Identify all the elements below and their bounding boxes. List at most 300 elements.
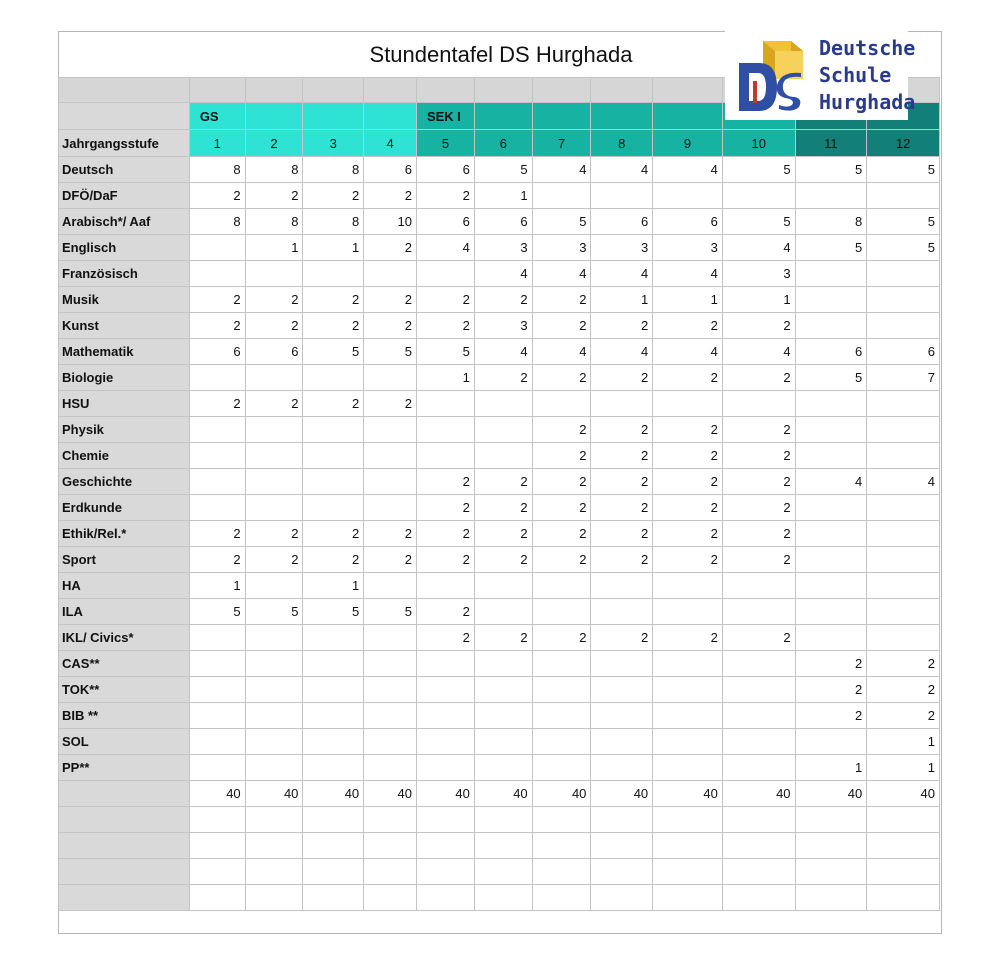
hours-cell: 8 [303, 157, 364, 183]
empty-cell [303, 859, 364, 885]
empty-row [59, 807, 940, 833]
hours-cell: 2 [532, 469, 591, 495]
subject-row [59, 651, 940, 677]
subject-row [59, 599, 940, 625]
hours-cell: 2 [364, 547, 417, 573]
empty-cell [474, 885, 532, 911]
subject-row [59, 339, 940, 365]
hours-cell [364, 573, 417, 599]
total-cell: 40 [245, 781, 303, 807]
hours-cell [722, 729, 795, 755]
hours-cell [189, 443, 245, 469]
hours-cell: 2 [591, 313, 653, 339]
stage-label-cell [59, 103, 190, 130]
hours-cell: 2 [722, 313, 795, 339]
subject-name: Mathematik [59, 339, 190, 365]
header-cell [303, 78, 364, 103]
hours-cell [795, 599, 867, 625]
empty-cell [722, 807, 795, 833]
hours-cell: 2 [474, 469, 532, 495]
hours-cell [474, 391, 532, 417]
hours-cell: 2 [532, 625, 591, 651]
hours-cell [653, 391, 723, 417]
empty-cell [867, 833, 940, 859]
hours-cell [867, 313, 940, 339]
subject-row [59, 417, 940, 443]
empty-cell [245, 807, 303, 833]
header-cell [59, 78, 190, 103]
stage-cell [474, 103, 532, 130]
hours-cell [303, 495, 364, 521]
grade-cell: 2 [245, 130, 303, 157]
hours-cell: 2 [303, 287, 364, 313]
hours-cell [416, 677, 474, 703]
subject-row [59, 443, 940, 469]
hours-cell [532, 651, 591, 677]
empty-cell [591, 885, 653, 911]
empty-cell [591, 807, 653, 833]
grade-cell: 3 [303, 130, 364, 157]
header-cell [416, 78, 474, 103]
hours-cell: 1 [591, 287, 653, 313]
hours-cell: 5 [795, 235, 867, 261]
hours-cell [416, 573, 474, 599]
hours-cell: 8 [245, 209, 303, 235]
hours-cell [653, 599, 723, 625]
hours-cell: 1 [867, 729, 940, 755]
hours-cell: 2 [722, 625, 795, 651]
subject-name: HSU [59, 391, 190, 417]
hours-cell: 2 [532, 547, 591, 573]
subject-name: Biologie [59, 365, 190, 391]
hours-cell: 8 [303, 209, 364, 235]
hours-cell: 4 [474, 339, 532, 365]
empty-cell [867, 807, 940, 833]
hours-cell [189, 495, 245, 521]
hours-cell: 5 [245, 599, 303, 625]
hours-cell: 5 [532, 209, 591, 235]
hours-cell: 2 [474, 365, 532, 391]
stage-cell [303, 103, 364, 130]
logo-line-1: Deutsche [819, 36, 916, 60]
hours-cell: 2 [416, 547, 474, 573]
hours-cell: 2 [474, 521, 532, 547]
empty-cell [189, 807, 245, 833]
grade-cell: 1 [189, 130, 245, 157]
empty-cell [653, 833, 723, 859]
hours-cell [722, 183, 795, 209]
header-cell [653, 78, 723, 103]
subject-name: Arabisch*/ Aaf [59, 209, 190, 235]
hours-cell [245, 443, 303, 469]
hours-cell: 2 [416, 183, 474, 209]
hours-cell: 2 [591, 625, 653, 651]
hours-cell: 2 [303, 183, 364, 209]
hours-cell: 5 [303, 599, 364, 625]
stage-cell [364, 103, 417, 130]
hours-cell [189, 729, 245, 755]
hours-cell: 2 [364, 183, 417, 209]
hours-cell: 2 [303, 313, 364, 339]
header-cell [245, 78, 303, 103]
empty-cell [722, 885, 795, 911]
hours-cell [303, 417, 364, 443]
school-logo [725, 31, 916, 120]
hours-cell: 4 [722, 235, 795, 261]
empty-cell [189, 885, 245, 911]
hours-cell: 4 [532, 339, 591, 365]
subject-name: Chemie [59, 443, 190, 469]
hours-cell: 4 [532, 157, 591, 183]
total-cell: 40 [722, 781, 795, 807]
hours-cell: 6 [416, 209, 474, 235]
hours-cell [364, 677, 417, 703]
hours-cell: 8 [189, 209, 245, 235]
subject-row [59, 625, 940, 651]
hours-cell: 2 [245, 313, 303, 339]
hours-cell: 2 [364, 287, 417, 313]
hours-cell [591, 183, 653, 209]
empty-cell [532, 885, 591, 911]
empty-cell [245, 885, 303, 911]
hours-cell: 2 [416, 287, 474, 313]
empty-cell [303, 807, 364, 833]
header-cell [364, 78, 417, 103]
empty-cell [532, 833, 591, 859]
hours-cell: 2 [303, 391, 364, 417]
hours-cell [416, 417, 474, 443]
hours-cell: 2 [653, 469, 723, 495]
hours-cell: 6 [795, 339, 867, 365]
empty-cell [245, 833, 303, 859]
subject-row [59, 183, 940, 209]
hours-cell: 2 [722, 521, 795, 547]
hours-cell [416, 443, 474, 469]
hours-cell [722, 703, 795, 729]
hours-cell [867, 417, 940, 443]
hours-cell [303, 677, 364, 703]
hours-cell: 2 [591, 365, 653, 391]
hours-cell [795, 573, 867, 599]
hours-cell: 2 [189, 183, 245, 209]
grade-cell: 7 [532, 130, 591, 157]
hours-cell: 1 [303, 573, 364, 599]
hours-cell [416, 391, 474, 417]
hours-cell: 6 [867, 339, 940, 365]
hours-cell: 4 [653, 157, 723, 183]
hours-cell [364, 495, 417, 521]
hours-cell: 3 [722, 261, 795, 287]
totals-row [59, 781, 940, 807]
subject-row [59, 313, 940, 339]
hours-cell [303, 729, 364, 755]
hours-cell: 3 [474, 235, 532, 261]
hours-cell: 2 [653, 547, 723, 573]
hours-cell [795, 313, 867, 339]
hours-cell: 5 [795, 365, 867, 391]
subject-name: PP** [59, 755, 190, 781]
hours-cell [474, 443, 532, 469]
hours-cell: 6 [653, 209, 723, 235]
grade-cell: 12 [867, 130, 940, 157]
header-cell [474, 78, 532, 103]
empty-cell [245, 859, 303, 885]
hours-cell [867, 287, 940, 313]
hours-cell: 3 [474, 313, 532, 339]
hours-cell [867, 261, 940, 287]
hours-cell: 2 [416, 599, 474, 625]
subject-name: HA [59, 573, 190, 599]
hours-cell: 2 [591, 417, 653, 443]
hours-cell: 2 [303, 547, 364, 573]
hours-cell [416, 261, 474, 287]
sheet-title: Stundentafel DS Hurghada [369, 42, 633, 67]
empty-row [59, 885, 940, 911]
hours-cell: 4 [653, 339, 723, 365]
subject-row [59, 365, 940, 391]
hours-cell [532, 703, 591, 729]
hours-cell: 6 [474, 209, 532, 235]
hours-cell: 2 [364, 313, 417, 339]
subject-name: Physik [59, 417, 190, 443]
subject-row [59, 391, 940, 417]
hours-cell: 5 [722, 209, 795, 235]
empty-row [59, 833, 940, 859]
hours-cell [303, 651, 364, 677]
subject-row [59, 235, 940, 261]
hours-cell [722, 651, 795, 677]
hours-cell [795, 495, 867, 521]
hours-cell [474, 677, 532, 703]
hours-cell: 2 [591, 469, 653, 495]
hours-cell [245, 677, 303, 703]
hours-cell [591, 703, 653, 729]
empty-cell [416, 859, 474, 885]
hours-cell: 2 [474, 547, 532, 573]
stage-cell [245, 103, 303, 130]
hours-cell [245, 625, 303, 651]
hours-cell [364, 625, 417, 651]
hours-cell [364, 469, 417, 495]
hours-cell: 1 [416, 365, 474, 391]
hours-cell [591, 573, 653, 599]
total-cell: 40 [189, 781, 245, 807]
empty-cell [653, 885, 723, 911]
hours-cell [189, 261, 245, 287]
hours-cell: 1 [795, 755, 867, 781]
grade-cell: 11 [795, 130, 867, 157]
hours-cell: 4 [591, 261, 653, 287]
totals-label-cell [59, 781, 190, 807]
subject-name: Erdkunde [59, 495, 190, 521]
total-cell: 40 [303, 781, 364, 807]
hours-cell: 2 [532, 417, 591, 443]
hours-cell [722, 677, 795, 703]
hours-cell [591, 729, 653, 755]
hours-cell: 5 [722, 157, 795, 183]
hours-cell: 2 [416, 521, 474, 547]
subject-row [59, 469, 940, 495]
hours-cell: 5 [474, 157, 532, 183]
hours-cell: 2 [245, 547, 303, 573]
hours-cell [867, 495, 940, 521]
hours-cell: 2 [416, 313, 474, 339]
grade-cell: 10 [722, 130, 795, 157]
hours-cell: 2 [653, 495, 723, 521]
grade-cell: 8 [591, 130, 653, 157]
hours-cell: 2 [532, 313, 591, 339]
hours-cell [532, 755, 591, 781]
hours-cell: 2 [189, 547, 245, 573]
hours-cell [189, 755, 245, 781]
hours-cell: 2 [867, 703, 940, 729]
hours-cell [653, 703, 723, 729]
empty-label-cell [59, 885, 190, 911]
hours-cell: 2 [474, 625, 532, 651]
hours-cell [532, 183, 591, 209]
logo-wordmark [819, 35, 915, 116]
hours-cell: 2 [532, 443, 591, 469]
hours-cell [591, 677, 653, 703]
hours-cell: 2 [532, 287, 591, 313]
hours-cell [189, 703, 245, 729]
hours-cell [795, 547, 867, 573]
empty-cell [474, 807, 532, 833]
empty-cell [364, 859, 417, 885]
hours-cell [474, 599, 532, 625]
hours-cell [653, 755, 723, 781]
hours-cell [722, 573, 795, 599]
subject-row [59, 677, 940, 703]
empty-cell [591, 859, 653, 885]
hours-cell [653, 183, 723, 209]
hours-cell: 2 [795, 677, 867, 703]
hours-cell [303, 703, 364, 729]
hours-cell [189, 365, 245, 391]
subject-name: Kunst [59, 313, 190, 339]
empty-cell [532, 807, 591, 833]
hours-cell: 4 [653, 261, 723, 287]
hours-cell [364, 729, 417, 755]
hours-cell: 2 [591, 443, 653, 469]
hours-cell: 4 [532, 261, 591, 287]
hours-cell [364, 365, 417, 391]
total-cell: 40 [416, 781, 474, 807]
empty-cell [795, 885, 867, 911]
subject-row [59, 261, 940, 287]
empty-cell [653, 807, 723, 833]
hours-cell [416, 729, 474, 755]
hours-cell: 5 [867, 157, 940, 183]
empty-cell [189, 859, 245, 885]
empty-label-cell [59, 807, 190, 833]
hours-cell: 1 [303, 235, 364, 261]
subject-row [59, 547, 940, 573]
grade-cell: 6 [474, 130, 532, 157]
empty-cell [722, 833, 795, 859]
empty-cell [416, 885, 474, 911]
hours-cell [416, 651, 474, 677]
hours-cell [364, 703, 417, 729]
grade-row [59, 130, 940, 157]
empty-row [59, 859, 940, 885]
hours-cell: 2 [722, 443, 795, 469]
subject-name: Sport [59, 547, 190, 573]
subject-name: CAS** [59, 651, 190, 677]
hours-cell: 1 [722, 287, 795, 313]
hours-cell [245, 365, 303, 391]
empty-cell [653, 859, 723, 885]
hours-cell: 5 [189, 599, 245, 625]
total-cell: 40 [795, 781, 867, 807]
hours-cell: 2 [653, 625, 723, 651]
hours-cell [653, 729, 723, 755]
hours-cell: 2 [867, 651, 940, 677]
total-cell: 40 [653, 781, 723, 807]
hours-cell: 3 [532, 235, 591, 261]
hours-cell: 8 [189, 157, 245, 183]
subject-name: ILA [59, 599, 190, 625]
stage-cell [653, 103, 723, 130]
hours-cell: 2 [416, 469, 474, 495]
subject-name: Musik [59, 287, 190, 313]
empty-cell [795, 859, 867, 885]
hours-cell: 5 [416, 339, 474, 365]
logo-line-3: Hurghada [819, 90, 916, 114]
header-cell [591, 78, 653, 103]
hours-cell [245, 469, 303, 495]
hours-cell: 2 [189, 313, 245, 339]
hours-cell: 2 [591, 547, 653, 573]
hours-cell [189, 677, 245, 703]
hours-cell: 6 [189, 339, 245, 365]
hours-cell [364, 755, 417, 781]
hours-cell: 4 [591, 157, 653, 183]
hours-cell [303, 625, 364, 651]
hours-cell: 1 [474, 183, 532, 209]
hours-cell [189, 469, 245, 495]
hours-cell: 6 [245, 339, 303, 365]
hours-cell: 5 [364, 339, 417, 365]
total-cell: 40 [474, 781, 532, 807]
empty-cell [364, 833, 417, 859]
hours-cell: 2 [653, 443, 723, 469]
hours-cell: 4 [474, 261, 532, 287]
hours-cell [795, 183, 867, 209]
hours-cell: 1 [653, 287, 723, 313]
hours-cell: 5 [795, 157, 867, 183]
hours-cell [867, 183, 940, 209]
hours-cell [591, 651, 653, 677]
hours-cell [474, 755, 532, 781]
subject-name: SOL [59, 729, 190, 755]
subject-row [59, 573, 940, 599]
empty-cell [416, 833, 474, 859]
hours-cell [474, 703, 532, 729]
empty-cell [474, 859, 532, 885]
hours-cell [653, 677, 723, 703]
hours-cell [532, 599, 591, 625]
subject-row [59, 209, 940, 235]
hours-cell [532, 677, 591, 703]
empty-cell [867, 885, 940, 911]
hours-cell: 6 [591, 209, 653, 235]
hours-cell: 2 [653, 365, 723, 391]
subject-row [59, 521, 940, 547]
total-cell: 40 [532, 781, 591, 807]
hours-cell [532, 391, 591, 417]
hours-cell [653, 573, 723, 599]
